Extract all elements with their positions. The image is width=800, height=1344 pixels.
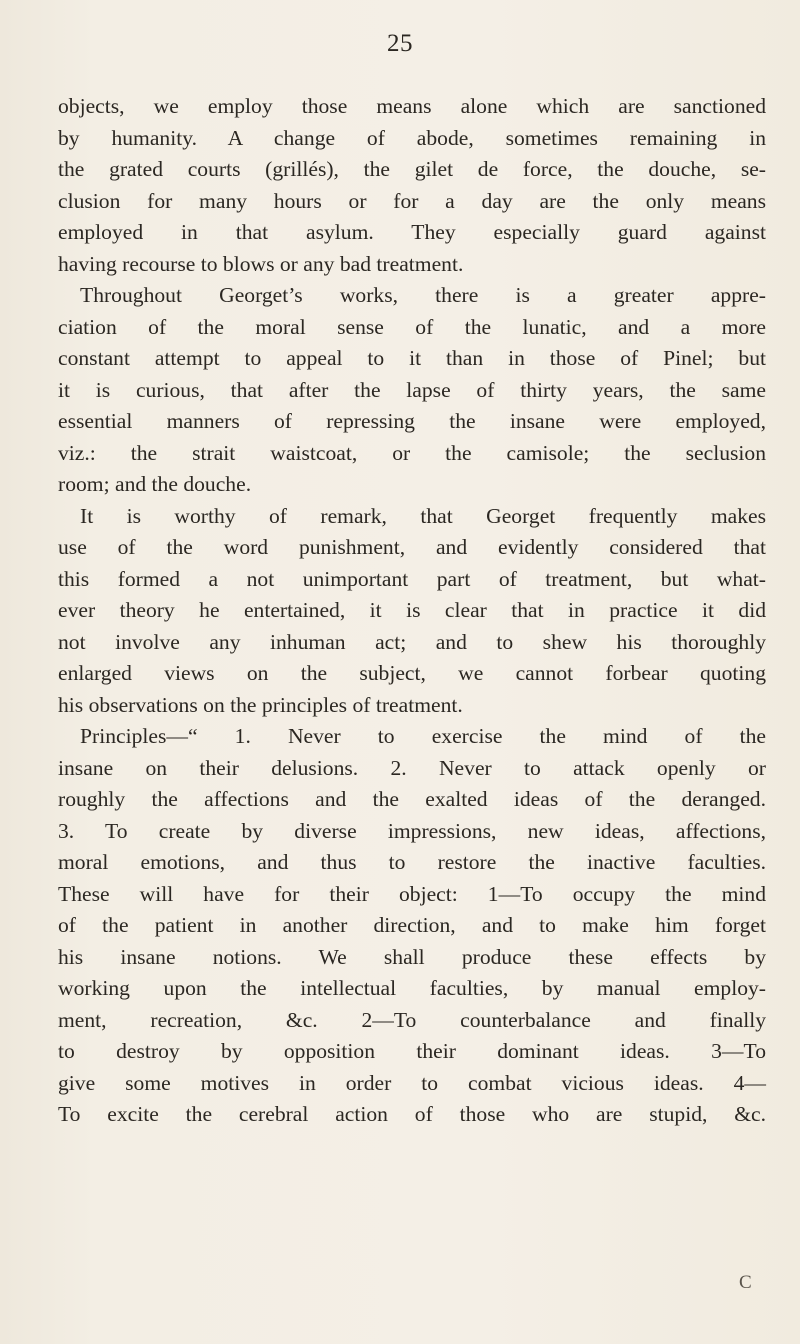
body-text xyxy=(58,91,766,1131)
text-line: It is worthy of remark, that Georget frequently makes xyxy=(80,503,766,528)
text-line: it is curious, that after the lapse of thirty years, the same xyxy=(58,377,766,402)
text-line: ment, recreation, &c. 2—To counterbalance and finally xyxy=(58,1007,766,1032)
page-number: 25 xyxy=(387,30,413,57)
text-line: objects, we employ those means alone which are sanctioned xyxy=(58,94,766,118)
text-line: To excite the cerebral action of those who are stupid, &c. xyxy=(58,1102,766,1126)
text-line: essential manners of repressing the insane were employed, xyxy=(58,409,766,433)
text-line: room; and the douche. xyxy=(58,472,252,496)
text-line: the grated courts (grillés), the gilet de force, the douche, se- xyxy=(58,157,766,181)
text-line: use of the word punishment, and evidently considered that xyxy=(58,535,766,559)
signature-mark: C xyxy=(739,1272,752,1293)
text-line: constant attempt to appeal to it than in those of Pinel; but xyxy=(58,346,766,370)
text-line: ciation of the moral sense of the lunatic, and a more xyxy=(58,314,766,339)
text-line: viz.: the strait waistcoat, or the camisole; the seclusion xyxy=(58,440,766,465)
text-line: of the patient in another direction, and to make him forget xyxy=(58,913,766,937)
text-line: 3. To create by diverse impressions, new ideas, affections, xyxy=(58,818,766,843)
text-line: clusion for many hours or for a day are the only means xyxy=(58,188,766,213)
text-line: his observations on the principles of treatment. xyxy=(58,692,463,717)
text-line: to destroy by opposition their dominant ideas. 3—To xyxy=(58,1039,766,1063)
text-line: ever theory he entertained, it is clear that in practice it did xyxy=(58,598,766,622)
text-line: by humanity. A change of abode, sometimes remaining in xyxy=(58,125,766,150)
text-line: Throughout Georget’s works, there is a greater appre- xyxy=(80,283,766,307)
text-line: working upon the intellectual faculties, by manual employ- xyxy=(58,976,766,1000)
text-line: not involve any inhuman act; and to shew his thoroughly xyxy=(58,629,766,654)
text-line: enlarged views on the subject, we cannot forbear quoting xyxy=(58,661,766,685)
text-line: insane on their delusions. 2. Never to attack openly or xyxy=(58,755,766,780)
text-line: this formed a not unimportant part of treatment, but what- xyxy=(58,566,766,591)
text-line: employed in that asylum. They especially guard against xyxy=(58,220,766,244)
text-line: give some motives in order to combat vicious ideas. 4— xyxy=(58,1070,766,1095)
text-line: roughly the affections and the exalted ideas of the deranged. xyxy=(58,787,766,811)
text-line: having recourse to blows or any bad treatment. xyxy=(58,251,464,276)
text-line: moral emotions, and thus to restore the inactive faculties. xyxy=(58,850,766,874)
text-line: Principles—“ 1. Never to exercise the mind of the xyxy=(80,724,766,748)
text-line: his insane notions. We shall produce these effects by xyxy=(58,944,766,969)
text-line: These will have for their object: 1—To occupy the mind xyxy=(58,881,766,906)
